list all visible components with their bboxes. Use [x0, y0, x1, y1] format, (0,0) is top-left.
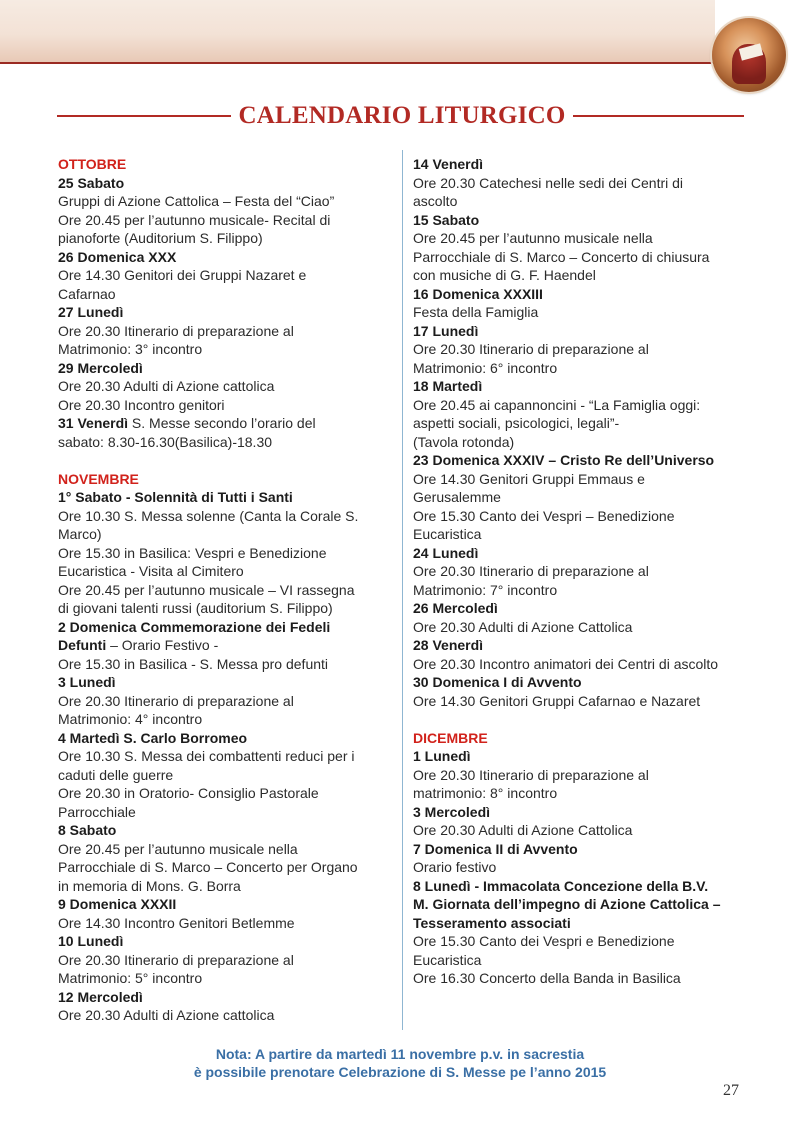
- day-heading: 16 Domenica XXXIII: [413, 285, 543, 302]
- section-gap: [413, 710, 753, 729]
- title-block: [57, 98, 744, 134]
- entry-day: Defunti: [58, 637, 107, 653]
- day-heading: 2 Domenica Commemorazione dei Fedeli: [58, 618, 331, 635]
- entry-text: di giovani talenti russi (auditorium S. Filippo): [58, 600, 333, 616]
- day-heading: Tesseramento associati: [413, 914, 571, 931]
- day-heading: 17 Lunedì: [413, 322, 479, 339]
- entry-text: Ore 20.45 ai capannoncini - “La Famiglia oggi:: [413, 396, 701, 413]
- right-column: [413, 155, 753, 988]
- entry-line: [58, 636, 398, 655]
- month-heading: DICEMBRE: [413, 729, 488, 746]
- title-rule-right: [573, 115, 744, 117]
- entry-text: Matrimonio: 7° incontro: [413, 581, 558, 598]
- entry-text: Ore 15.30 Canto dei Vespri – Benedizione: [413, 507, 675, 524]
- header-band: [0, 0, 715, 64]
- entry-text: in memoria di Mons. G. Borra: [58, 877, 241, 894]
- entry-text: Ore 14.30 Incontro Genitori Betlemme: [58, 914, 295, 931]
- month-heading: OTTOBRE: [58, 156, 127, 172]
- entry-text: Parrocchiale di S. Marco – Concerto di chiusura: [413, 248, 710, 265]
- entry-text: con musiche di G. F. Haendel: [413, 267, 596, 283]
- entry-text: Orario festivo: [413, 859, 497, 875]
- entry-text: Eucaristica: [413, 951, 482, 968]
- entry-text: Ore 20.30 Adulti di Azione Cattolica: [413, 822, 633, 838]
- entry-text: Ore 20.30 Adulti di Azione Cattolica: [413, 618, 633, 635]
- entry-text: Ore 16.30 Concerto della Banda in Basilica: [413, 970, 681, 986]
- day-heading: 27 Lunedì: [58, 304, 124, 320]
- note-line-1: Nota: A partire da martedì 11 novembre p.v. in sacrestia: [215, 1046, 585, 1062]
- entry-text: Ore 20.30 Itinerario di preparazione al: [58, 692, 294, 709]
- entry-text: Gruppi di Azione Cattolica – Festa del “Ciao”: [58, 193, 335, 209]
- entry-text: Matrimonio: 3° incontro: [58, 341, 203, 357]
- page-title: CALENDARIO LITURGICO: [238, 102, 566, 129]
- entry-line: [58, 414, 398, 433]
- day-heading: M. Giornata dell’impegno di Azione Cattolica –: [413, 896, 721, 912]
- day-heading: 14 Venerdì: [413, 156, 484, 172]
- day-heading: 15 Sabato: [413, 211, 480, 228]
- entry-text: Ore 20.30 Itinerario di preparazione al: [58, 322, 294, 339]
- note-line-2: è possibile prenotare Celebrazione di S. Messe pe l’anno 2015: [193, 1064, 607, 1080]
- entry-text: Ore 20.45 per l’autunno musicale- Recital di: [58, 211, 331, 228]
- saint-medallion-image: [712, 18, 786, 92]
- day-heading: 4 Martedì S. Carlo Borromeo: [58, 729, 248, 746]
- entry-text: ascolto: [413, 193, 458, 209]
- entry-text: Ore 15.30 Canto dei Vespri e Benedizione: [413, 933, 675, 949]
- entry-text: Eucaristica: [413, 526, 482, 542]
- day-heading: 8 Lunedì - Immacolata Concezione della B.V.: [413, 877, 709, 894]
- day-heading: 3 Mercoledì: [413, 803, 491, 820]
- day-heading: 3 Lunedì: [58, 674, 116, 690]
- entry-text: Matrimonio: 5° incontro: [58, 970, 203, 986]
- month-heading: NOVEMBRE: [58, 470, 139, 487]
- entry-text: Ore 20.45 per l’autunno musicale nella: [58, 840, 298, 857]
- day-heading: 30 Domenica I di Avvento: [413, 674, 582, 690]
- entry-text: S. Messe secondo l’orario del: [128, 415, 316, 431]
- entry-text: Ore 20.45 per l’autunno musicale – VI rassegna: [58, 581, 355, 598]
- entry-text: Ore 20.45 per l’autunno musicale nella: [413, 230, 653, 246]
- entry-text: pianoforte (Auditorium S. Filippo): [58, 230, 263, 246]
- day-heading: 28 Venerdì: [413, 637, 484, 653]
- entry-text: Ore 14.30 Genitori Gruppi Cafarnao e Nazaret: [413, 692, 701, 709]
- entry-text: Parrocchiale di S. Marco – Concerto per Organo: [58, 859, 358, 875]
- column-divider: [402, 150, 403, 1030]
- entry-text: Eucaristica - Visita al Cimitero: [58, 563, 244, 579]
- entry-text: Festa della Famiglia: [413, 304, 539, 320]
- entry-text: Ore 15.30 in Basilica: Vespri e Benedizione: [58, 544, 327, 561]
- footer-note: [150, 1045, 650, 1081]
- entry-text: Parrocchiale: [58, 803, 136, 820]
- entry-text: Matrimonio: 6° incontro: [413, 359, 558, 376]
- entry-text: Ore 14.30 Genitori Gruppi Emmaus e: [413, 470, 645, 487]
- entry-text: matrimonio: 8° incontro: [413, 785, 558, 801]
- entry-text: Ore 15.30 in Basilica - S. Messa pro defunti: [58, 655, 329, 672]
- day-heading: 26 Mercoledì: [413, 600, 498, 616]
- day-heading: 1 Lunedì: [413, 748, 471, 764]
- left-column: [58, 155, 398, 1025]
- day-heading: 29 Mercoledì: [58, 359, 143, 376]
- entry-text: Ore 10.30 S. Messa dei combattenti reduci per i: [58, 748, 355, 764]
- entry-text: Ore 20.30 Incontro animatori dei Centri di ascolto: [413, 655, 719, 672]
- entry-text: Cafarnao: [58, 285, 116, 302]
- entry-text: caduti delle guerre: [58, 766, 174, 783]
- day-heading: 7 Domenica II di Avvento: [413, 840, 578, 857]
- day-heading: 24 Lunedì: [413, 544, 479, 561]
- entry-text: aspetti sociali, psicologici, legali”-: [413, 415, 620, 431]
- entry-text: Ore 20.30 Itinerario di preparazione al: [413, 341, 649, 357]
- entry-text: – Orario Festivo -: [106, 637, 219, 653]
- day-heading: 26 Domenica XXX: [58, 248, 177, 265]
- entry-text: Ore 10.30 S. Messa solenne (Canta la Corale S.: [58, 507, 359, 524]
- title-rule-left: [57, 115, 231, 117]
- day-heading: 1° Sabato - Solennità di Tutti i Santi: [58, 489, 293, 505]
- day-heading: 18 Martedì: [413, 378, 483, 394]
- entry-text: Ore 20.30 Itinerario di preparazione al: [413, 766, 649, 783]
- entry-text: Ore 20.30 Adulti di Azione cattolica: [58, 1007, 275, 1023]
- entry-text: Ore 14.30 Genitori dei Gruppi Nazaret e: [58, 267, 307, 283]
- day-heading: 10 Lunedì: [58, 933, 124, 949]
- day-heading: 12 Mercoledì: [58, 988, 143, 1005]
- section-gap: [58, 451, 398, 470]
- entry-day: 31 Venerdì: [58, 415, 129, 431]
- entry-text: Gerusalemme: [413, 489, 501, 505]
- entry-text: Marco): [58, 526, 102, 542]
- entry-text: Ore 20.30 Catechesi nelle sedi dei Centri di: [413, 174, 684, 191]
- day-heading: 25 Sabato: [58, 174, 125, 191]
- day-heading: 8 Sabato: [58, 822, 117, 838]
- entry-text: Ore 20.30 Itinerario di preparazione al: [413, 563, 649, 579]
- day-heading: 23 Domenica XXXIV – Cristo Re dell’Universo: [413, 452, 715, 468]
- page-number: 27: [723, 1082, 739, 1099]
- entry-text: Ore 20.30 in Oratorio- Consiglio Pastorale: [58, 785, 319, 801]
- entry-text: sabato: 8.30-16.30(Basilica)-18.30: [58, 433, 273, 450]
- entry-text: Ore 20.30 Adulti di Azione cattolica: [58, 378, 275, 394]
- entry-text: (Tavola rotonda): [413, 433, 515, 450]
- entry-text: Matrimonio: 4° incontro: [58, 711, 203, 727]
- day-heading: 9 Domenica XXXII: [58, 896, 177, 912]
- entry-text: Ore 20.30 Incontro genitori: [58, 396, 225, 413]
- entry-text: Ore 20.30 Itinerario di preparazione al: [58, 951, 294, 968]
